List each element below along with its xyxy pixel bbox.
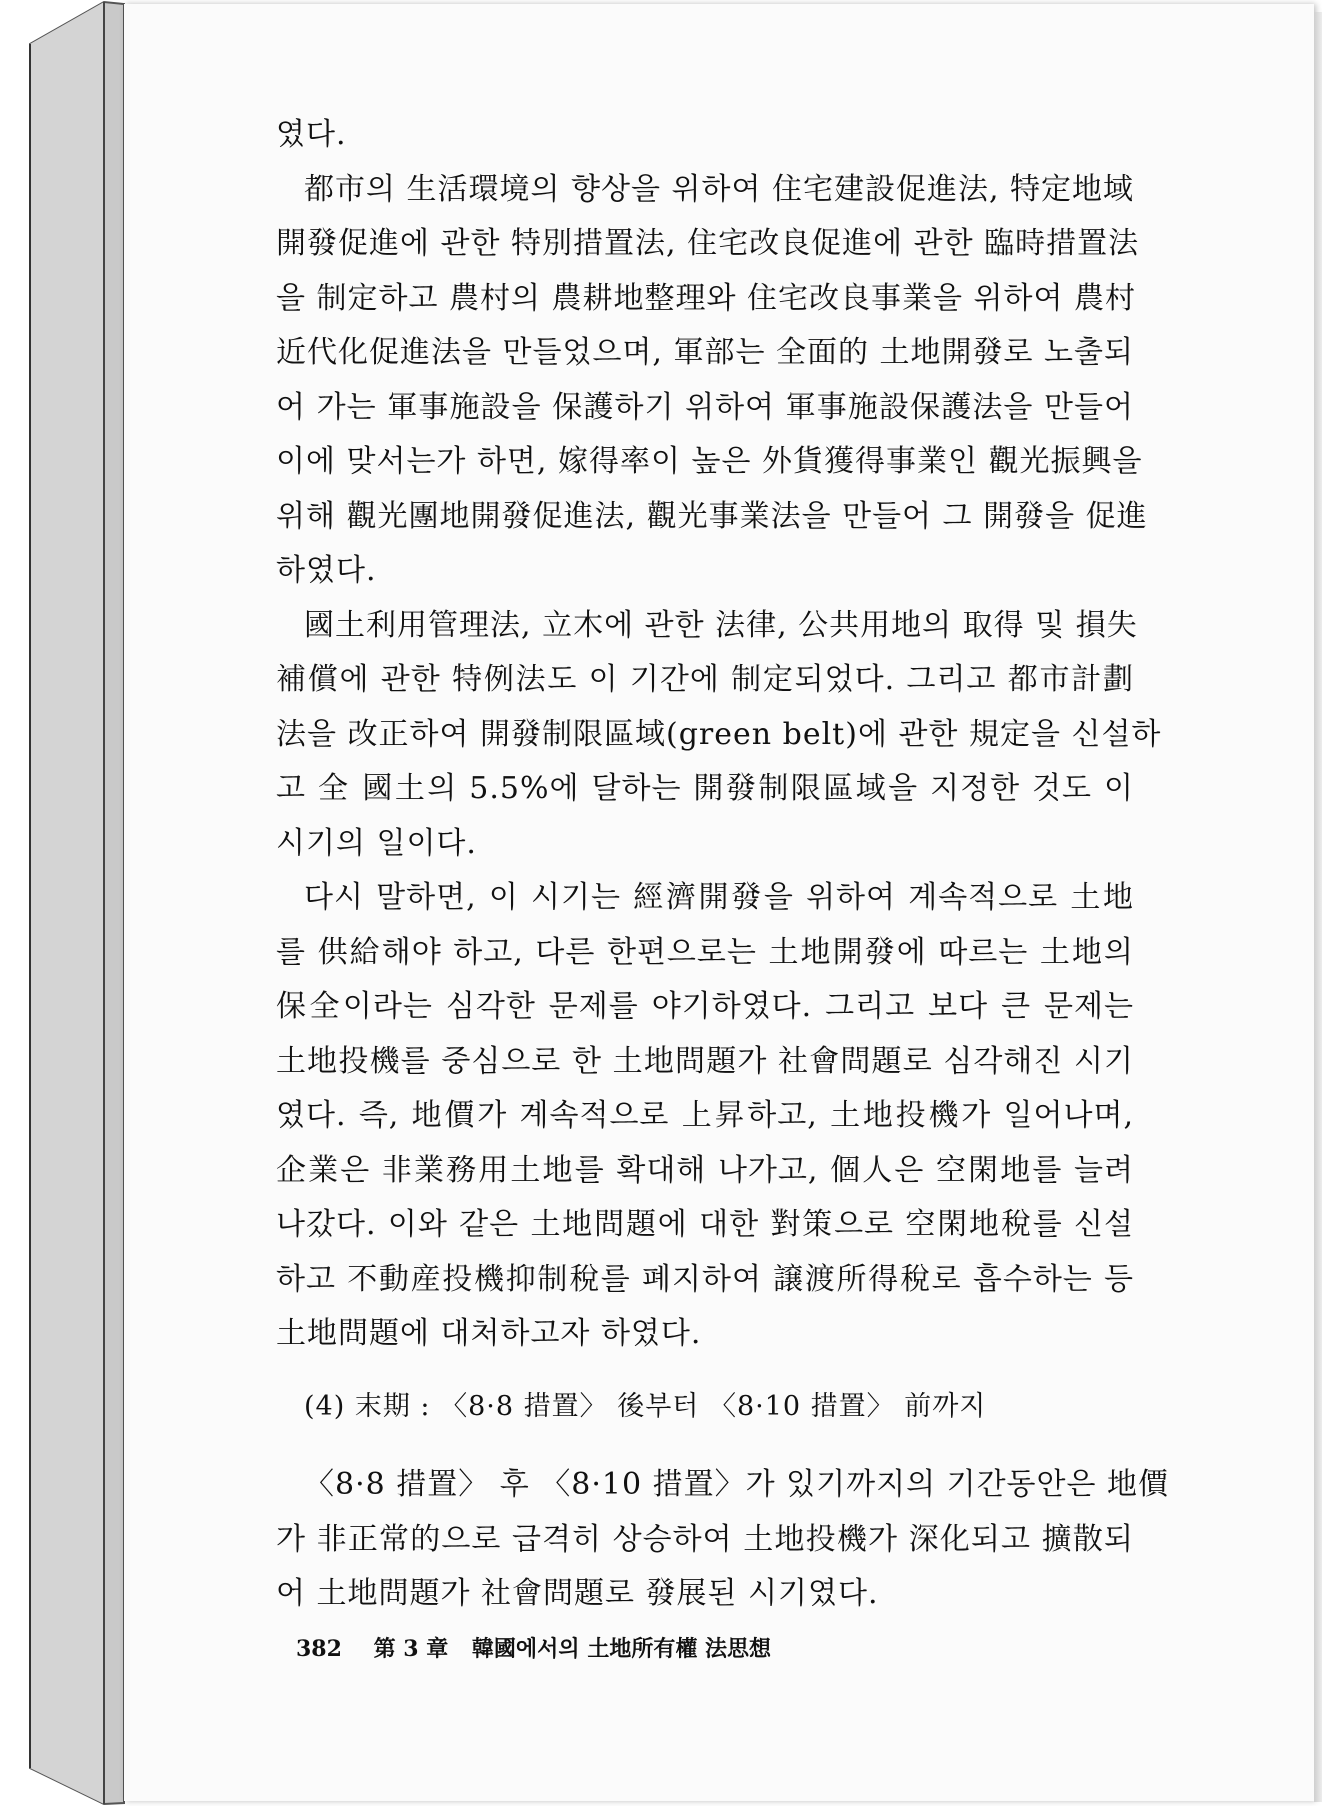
text-line: 였다. 즉, 地價가 계속적으로 上昇하고, 土地投機가 일어나며, [276,1098,1134,1133]
text-line: 土地問題에 대처하고자 하였다. [276,1316,702,1351]
chapter-number: 第 3 章 [373,1636,449,1662]
text-line: 어 土地問題가 社會問題로 發展된 시기였다. [276,1576,879,1611]
text-line: 고 全 國土의 5.5%에 달하는 開發制限區域을 지정한 것도 이 [276,771,1134,806]
text-line: 나갔다. 이와 같은 土地問題에 대한 對策으로 空閑地稅를 신설 [276,1207,1134,1242]
text-line: 을 制定하고 農村의 農耕地整理와 住宅改良事業을 위하여 農村 [276,280,1137,316]
paragraph-laws-1 [276,163,1148,599]
text-line: 가 非正常的으로 급격히 상승하여 土地投機가 深化되고 擴散되 [276,1521,1134,1557]
text-line: 하고 不動産投機抑制稅를 폐지하여 譲渡所得稅로 흡수하는 등 [276,1261,1134,1297]
text-line: 保全이라는 심각한 문제를 야기하였다. 그리고 보다 큰 문제는 [276,989,1134,1024]
section-heading: (4) 末期 : 〈8·8 措置〉 後부터 〈8·10 措置〉 前까지 [304,1390,987,1422]
text-line: 土地投機를 중심으로 한 土地問題가 社會問題로 심각해진 시기 [276,1043,1134,1079]
text-line: 都市의 生活環境의 향상을 위하여 住宅建設促進法, 特定地域 [304,171,1135,207]
text-line: 다시 말하면, 이 시기는 經濟開發을 위하여 계속적으로 土地 [304,880,1134,915]
text-line: 위해 觀光團地開發促進法, 觀光事業法을 만들어 그 開發을 促進 [276,498,1148,534]
text-line: 하였다. [276,553,377,588]
page-body-text [276,108,1170,1622]
paragraph-final-period [276,1458,1170,1622]
text-line: 近代化促進法을 만들었으며, 軍部는 全面的 土地開發로 노출되 [276,335,1134,370]
text-line: 이에 맞서는가 하면, 嫁得率이 높은 外貨獲得事業인 觀光振興을 [276,444,1143,479]
text-line: 어 가는 軍事施設을 保護하기 위하여 軍事施設保護法을 만들어 [276,389,1134,425]
chapter-title: 韓國에서의 土地所有權 法思想 [471,1636,771,1662]
text-line: 國土利用管理法, 立木에 관한 法律, 公共用地의 取得 및 損失 [304,607,1138,643]
paragraph-continuation [276,108,1134,163]
paragraph-land-problems [276,871,1134,1362]
text-line: 시기의 일이다. [276,825,477,861]
paragraph-laws-2 [276,599,1162,872]
book-spine-edge [0,0,130,1806]
text-line: 였다. [276,117,347,152]
text-line: 法을 改正하여 開發制限區域(green belt)에 관한 規定을 신설하 [276,716,1162,752]
page-footer [296,1632,771,1663]
text-line: 를 供給해야 하고, 다른 한편으로는 土地開發에 따르는 土地의 [276,934,1134,970]
text-line: 企業은 非業務用土地를 확대해 나가고, 個人은 空閑地를 늘려 [276,1152,1134,1188]
text-line: 補償에 관한 特例法도 이 기간에 制定되었다. 그리고 都市計劃 [276,662,1134,697]
text-line: 〈8·8 措置〉 후 〈8·10 措置〉가 있기까지의 기간동안은 地價 [304,1467,1170,1502]
text-line: 開發促進에 관한 特別措置法, 住宅改良促進에 관한 臨時措置法 [276,226,1140,261]
page-number: 382 [296,1636,342,1662]
page-edge-shadow [1314,12,1322,1802]
